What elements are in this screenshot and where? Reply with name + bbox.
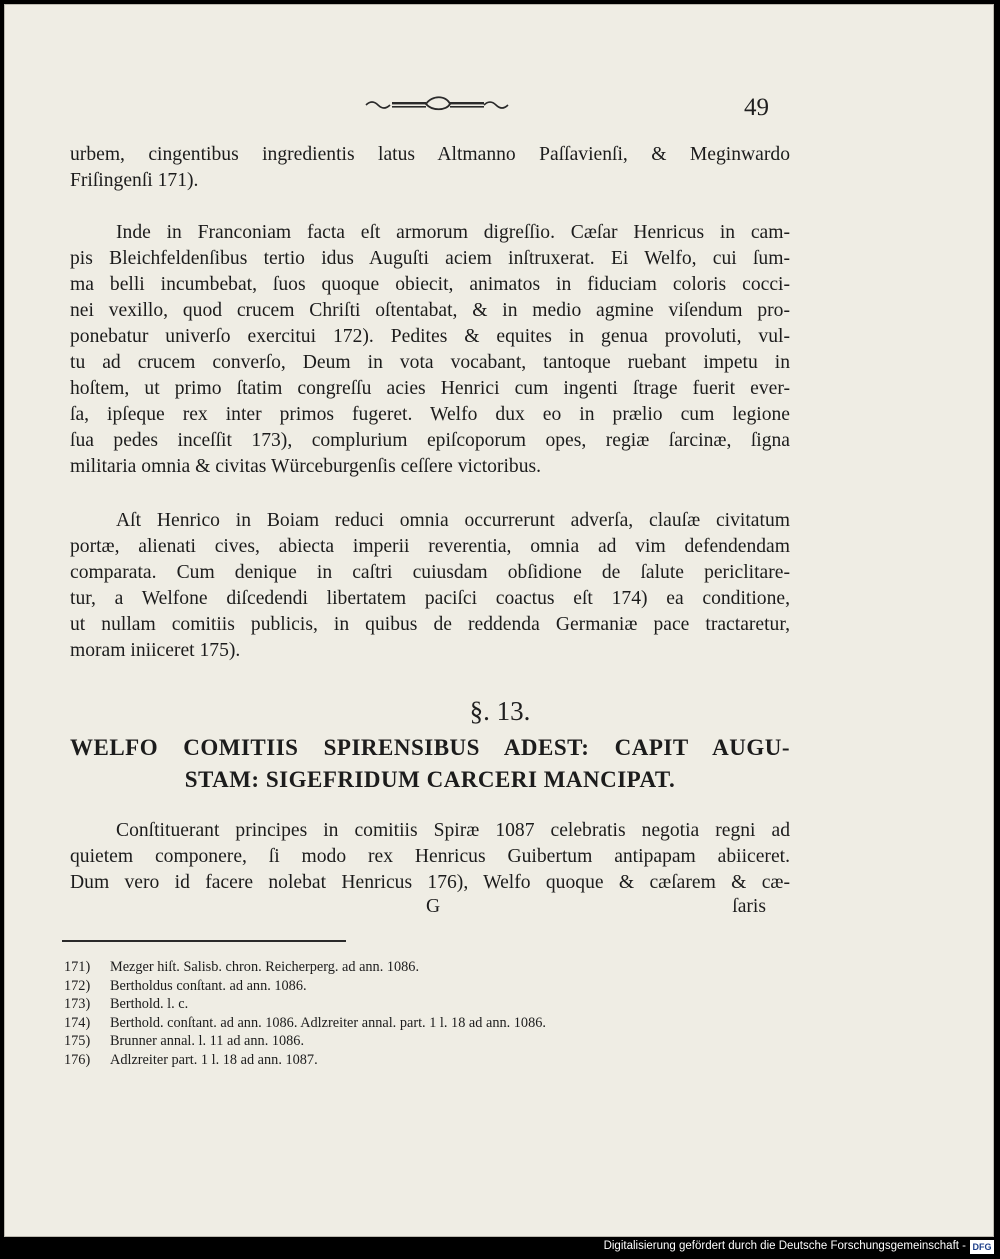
paragraph-spira — [70, 818, 790, 896]
footnote-list — [64, 958, 784, 1069]
text-line: tur, a Welfone diſcedendi libertatem paciſci coactus eſt 174) ea conditione, — [70, 588, 790, 609]
text-line: ponebatur univerſo exercitui 172). Pedites & equites in genua provoluti, vul- — [70, 326, 790, 347]
footnote — [64, 1032, 784, 1051]
text-line: Friſingenſi 171). — [70, 170, 199, 191]
decorative-header-ornament — [362, 93, 512, 113]
text-line: Conſtituerant principes in comitiis Spiræ 1087 celebratis negotia regni ad — [116, 820, 790, 841]
footnote — [64, 958, 784, 977]
text-line: ma belli incumbebat, ſuos quoque obiecit, animatos in fiduciam coloris cocci- — [70, 274, 790, 295]
text-line: tu ad crucem converſo, Deum in vota vocabant, tantoque ruebant impetu in — [70, 352, 790, 373]
footnote-number: 176) — [64, 1051, 91, 1068]
paragraph-continuation — [70, 142, 790, 194]
text-line: comparata. Cum denique in caſtri cuiusdam obſidione de ſalute periclitare- — [70, 562, 790, 583]
footnote — [64, 995, 784, 1014]
text-line: portæ, alienati cives, abiecta imperii reverentia, omnia ad vim defendendam — [70, 536, 790, 557]
footnote-number: 175) — [64, 1033, 91, 1049]
text-line: ut nullam comitiis publicis, in quibus de reddenda Germaniæ pace tractaretur, — [70, 614, 790, 635]
section-number: §. 13. — [469, 696, 531, 726]
footnote-text: Berthold. l. c. — [110, 996, 189, 1012]
signature-mark: G — [426, 896, 441, 917]
catchword: ſaris — [732, 896, 766, 917]
section-heading-line: STAM: SIGEFRIDUM CARCERI MANCIPAT. — [184, 767, 676, 792]
text-line: nei vexillo, quod crucem Chriſti oſtentabat, & in medio agmine viſendum pro- — [70, 300, 790, 321]
page-number: 49 — [744, 94, 769, 121]
text-line: hoſtem, ut primo ſtatim congreſſu acies Henrici cum ingenti ſtrage fuerit ever- — [70, 378, 790, 399]
footnote-number: 174) — [64, 1014, 91, 1031]
paragraph-franconia — [70, 220, 790, 480]
footnote-number: 173) — [64, 996, 91, 1012]
footnote — [64, 1051, 784, 1070]
footnote-text: Brunner annal. l. 11 ad ann. 1086. — [110, 1033, 305, 1049]
footnote-text: Mezger hiſt. Salisb. chron. Reicherperg. ad ann. 1086. — [110, 959, 420, 975]
footnote-text: Berthold. conſtant. ad ann. 1086. Adlzreiter annal. part. 1 l. 18 ad ann. 1086. — [110, 1014, 546, 1031]
text-line: Aſt Henrico in Boiam reduci omnia occurrerunt adverſa, clauſæ civitatum — [116, 510, 790, 531]
text-line: Inde in Franconiam facta eſt armorum digreſſio. Cæſar Henricus in cam- — [116, 222, 790, 243]
footnote-text: Adlzreiter part. 1 l. 18 ad ann. 1087. — [110, 1051, 318, 1068]
footnote-text: Bertholdus conſtant. ad ann. 1086. — [110, 977, 307, 994]
text-line: Dum vero id facere nolebat Henricus 176), Welfo quoque & cæſarem & cæ- — [70, 872, 790, 893]
page-footer-marks — [70, 896, 790, 920]
section-heading-line: WELFO COMITIIS SPIRENSIBUS ADEST: CAPIT AUGU- — [70, 735, 790, 760]
funding-credit: Digitalisierung gefördert durch die Deutsche Forschungsgemeinschaft - — [603, 1240, 966, 1252]
paragraph-boiam — [70, 508, 790, 664]
dfg-logo-icon[interactable]: DFG — [970, 1240, 994, 1254]
text-line: ſua pedes inceſſit 173), complurium epiſcoporum opes, regiæ ſarcinæ, ſigna — [70, 430, 790, 451]
text-line: pis Bleichfeldenſibus tertio idus Auguſti aciem inſtruxerat. Ei Welfo, cui ſum- — [70, 248, 790, 269]
footnote — [64, 1014, 784, 1033]
text-line: ſa, ipſeque rex inter primos fugeret. Welfo dux eo in prælio cum legione — [70, 404, 790, 425]
footnote-divider — [62, 940, 346, 942]
section-heading — [70, 732, 790, 796]
text-line: militaria omnia & civitas Würceburgenſis ceſſere victoribus. — [70, 456, 542, 477]
footnote — [64, 977, 784, 996]
text-line: urbem, cingentibus ingredientis latus Altmanno Paſſavienſi, & Meginwardo — [70, 144, 790, 165]
footnote-number: 172) — [64, 977, 91, 994]
footnote-number: 171) — [64, 959, 91, 975]
text-line: quietem componere, ſi modo rex Henricus Guibertum antipapam abiiceret. — [70, 846, 790, 867]
text-line: moram iniiceret 175). — [70, 640, 241, 661]
